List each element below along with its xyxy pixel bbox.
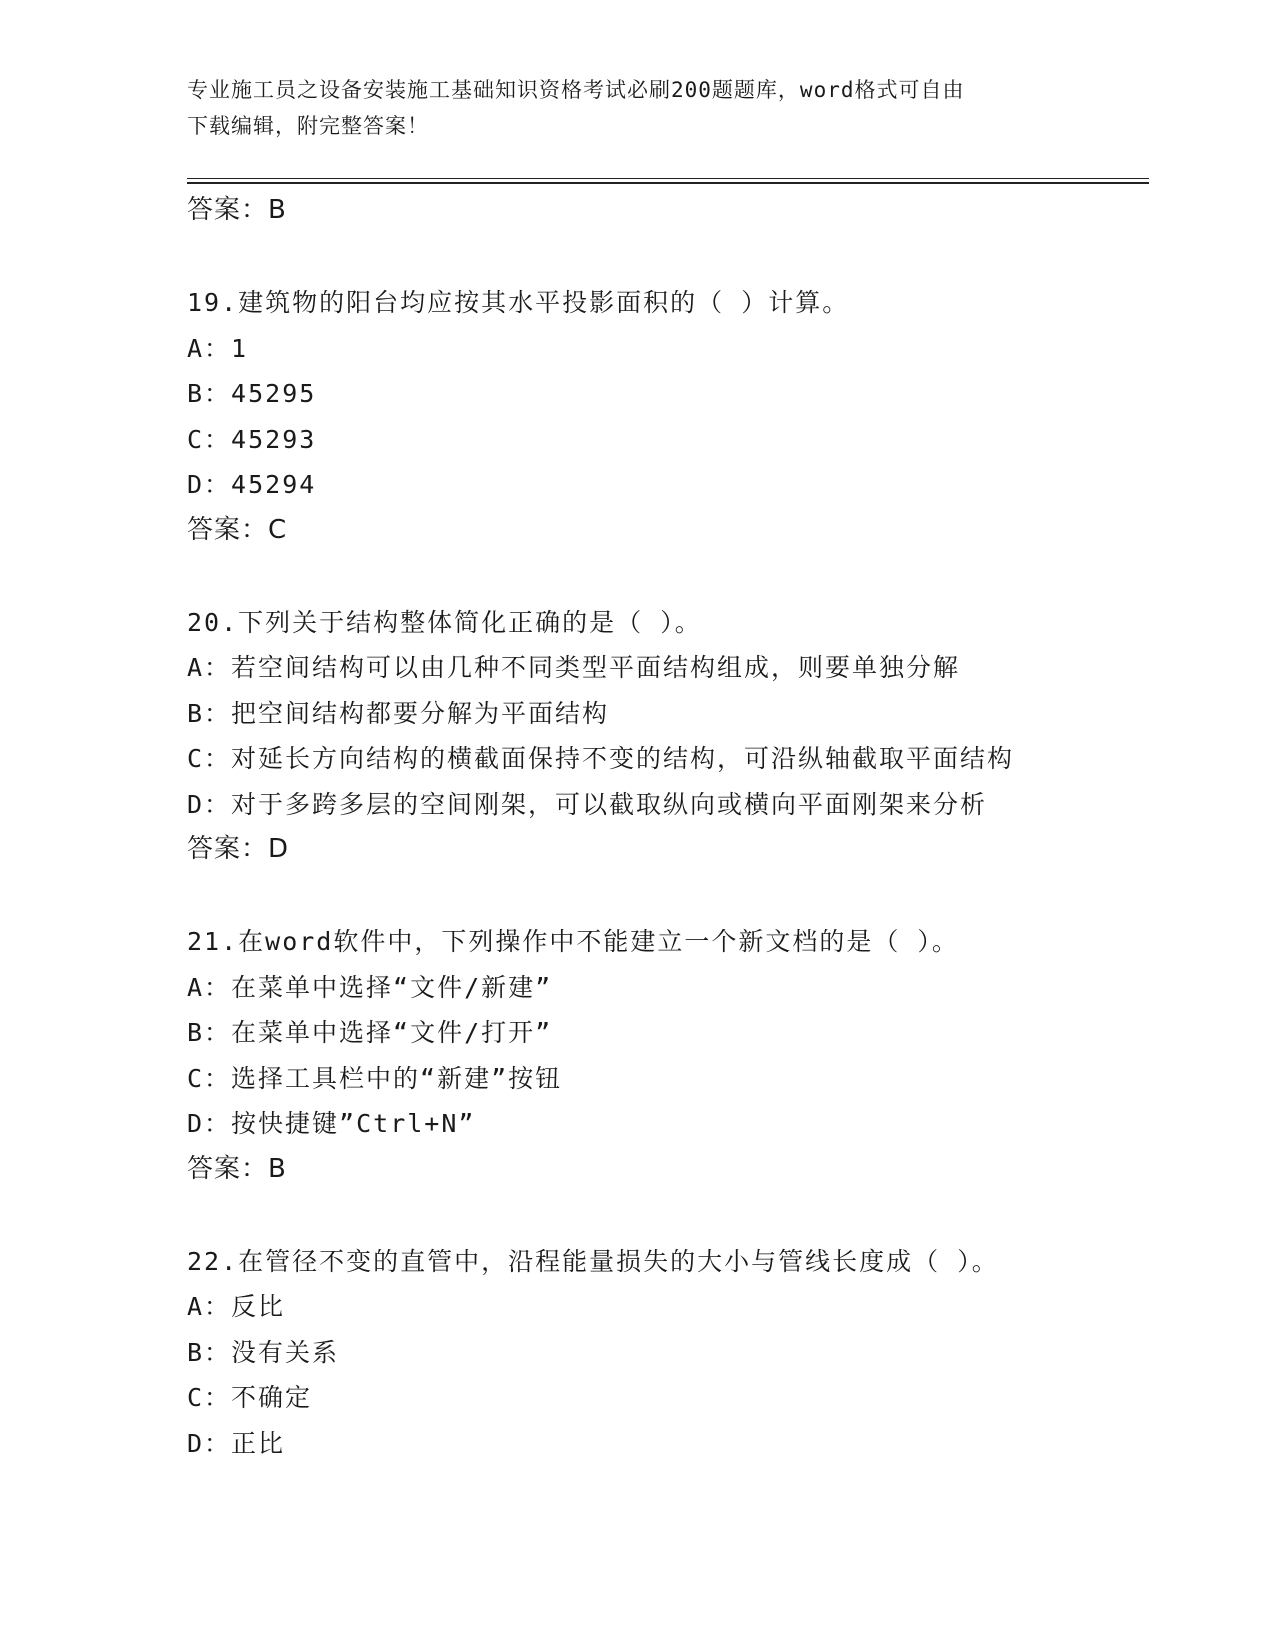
header-line-1: 专业施工员之设备安装施工基础知识资格考试必刷200题题库，word格式可自由 (187, 78, 965, 102)
question-20 (187, 600, 1147, 873)
option-a: A：若空间结构可以由几种不同类型平面结构组成，则要单独分解 (187, 653, 961, 682)
document-header (187, 72, 1067, 144)
option-d: D：对于多跨多层的空间刚架，可以截取纵向或横向平面刚架来分析 (187, 789, 988, 819)
option-b: B：把空间结构都要分解为平面结构 (187, 698, 610, 728)
option-c: C：选择工具栏中的“新建”按钮 (187, 1063, 563, 1093)
question-text: 20.下列关于结构整体简化正确的是（ ）。 (187, 607, 702, 637)
option-a: A：反比 (187, 1292, 286, 1321)
option-b: B：在菜单中选择“文件/打开” (187, 1018, 553, 1047)
question-19 (187, 280, 1147, 553)
question-text: 19.建筑物的阳台均应按其水平投影面积的（ ）计算。 (187, 288, 850, 317)
option-d: D：45294 (187, 470, 317, 499)
option-c: C：45293 (187, 424, 317, 454)
option-d: D：按快捷键”Ctrl+N” (187, 1109, 476, 1138)
question-text: 21.在word软件中，下列操作中不能建立一个新文档的是（ ）。 (187, 927, 959, 956)
document-body (187, 188, 1147, 1466)
question-21 (187, 919, 1147, 1192)
option-b: B：45295 (187, 379, 317, 408)
header-line-2: 下载编辑，附完整答案！ (187, 114, 429, 138)
question-22 (187, 1239, 1147, 1467)
option-a: A：在菜单中选择“文件/新建” (187, 972, 553, 1002)
answer-line: 答案：B (187, 1153, 287, 1184)
answer-line: 答案：D (187, 834, 290, 864)
option-b: B：没有关系 (187, 1337, 340, 1367)
option-c: C：不确定 (187, 1383, 313, 1412)
option-d: D：正比 (187, 1428, 286, 1458)
header-divider-thick (187, 182, 1149, 184)
question-text: 22.在管径不变的直管中，沿程能量损失的大小与管线长度成（ ）。 (187, 1246, 999, 1276)
answer-line: 答案：C (187, 514, 288, 545)
answer-line: 答案：B (187, 195, 287, 225)
header-divider-thin (187, 178, 1149, 179)
option-a: A：1 (187, 333, 249, 363)
option-c: C：对延长方向结构的横截面保持不变的结构，可沿纵轴截取平面结构 (187, 744, 1015, 773)
